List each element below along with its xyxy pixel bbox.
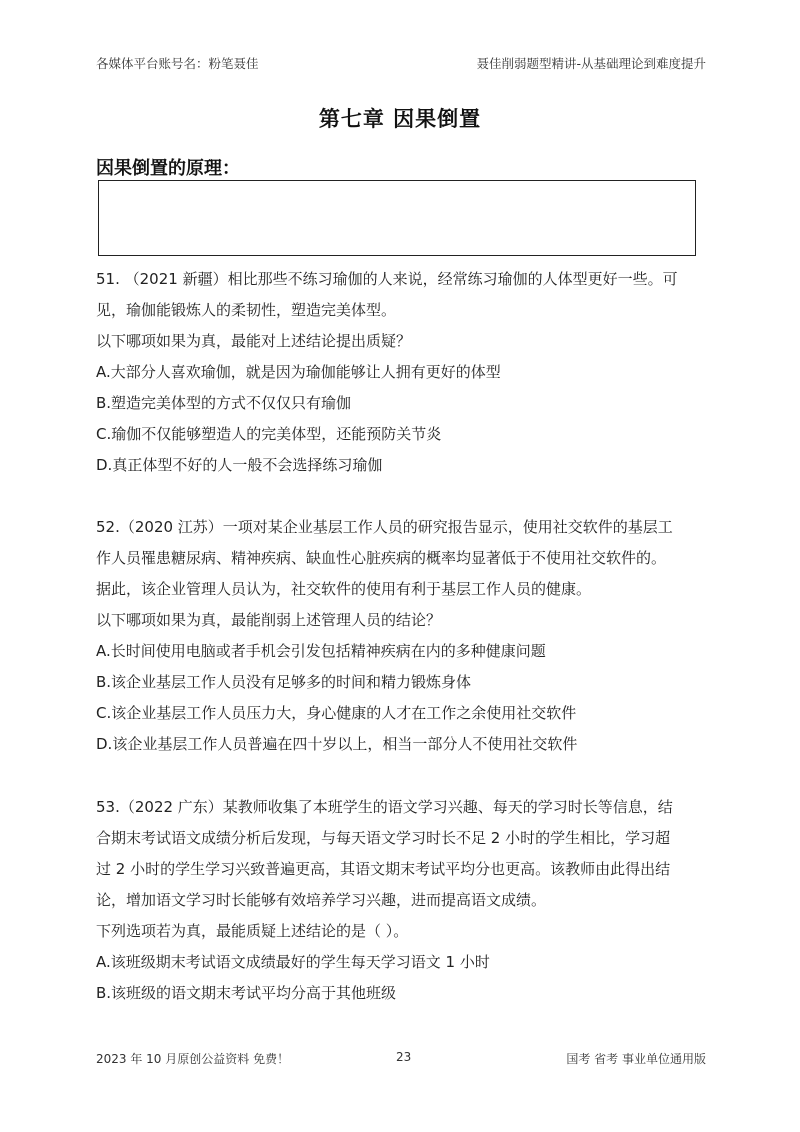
option-c: C.该企业基层工作人员压力大，身心健康的人才在工作之余使用社交软件 [96,704,577,722]
option-a: A.大部分人喜欢瑜伽，就是因为瑜伽能够让人拥有更好的体型 [96,363,501,381]
option-d: D.该企业基层工作人员普遍在四十岁以上，相当一部分人不使用社交软件 [96,735,578,753]
question-stem-line: 过 2 小时的学生学习兴致普遍更高，其语文期末考试平均分也更高。该教师由此得出结 [96,860,671,878]
question-53 [96,792,706,1009]
footer-note: 2023 年 10 月原创公益资料 免费！ [96,1052,290,1066]
question-prompt: 以下哪项如果为真，最能对上述结论提出质疑？ [96,332,412,350]
question-52 [96,512,706,760]
option-b: B.塑造完美体型的方式不仅仅只有瑜伽 [96,394,352,412]
question-stem-line: 51. （2021 新疆）相比那些不练习瑜伽的人来说，经常练习瑜伽的人体型更好一些。可 [96,270,678,288]
question-prompt: 下列选项若为真，最能质疑上述结论的是（ ）。 [96,922,409,940]
header-course-title: 聂佳削弱题型精讲-从基础理论到难度提升 [476,56,706,71]
question-stem-line: 作人员罹患糖尿病、精神疾病、缺血性心脏疾病的概率均显著低于不使用社交软件的。 [96,549,667,567]
option-b: B.该企业基层工作人员没有足够多的时间和精力锻炼身体 [96,673,472,691]
page-number: 23 [396,1050,412,1064]
question-stem-line: 据此，该企业管理人员认为，社交软件的使用有利于基层工作人员的健康。 [96,580,592,598]
footer-edition: 国考 省考 事业单位通用版 [566,1052,706,1066]
option-b: B.该班级的语文期末考试平均分高于其他班级 [96,984,397,1002]
page-footer [96,1050,706,1070]
question-stem-line: 见，瑜伽能锻炼人的柔韧性，塑造完美体型。 [96,301,397,319]
header-account-name: 各媒体平台账号名：粉笔聂佳 [96,56,259,71]
question-stem-line: 论，增加语文学习时长能够有效培养学习兴趣，进而提高语文成绩。 [96,891,547,909]
answer-box [98,180,696,256]
option-d: D.真正体型不好的人一般不会选择练习瑜伽 [96,456,383,474]
question-prompt: 以下哪项如果为真，最能削弱上述管理人员的结论？ [96,611,442,629]
section-subtitle: 因果倒置的原理： [96,158,240,179]
page-header [96,54,706,74]
question-stem-line: 52.（2020 江苏）一项对某企业基层工作人员的研究报告显示，使用社交软件的基层工 [96,518,673,536]
option-a: A.长时间使用电脑或者手机会引发包括精神疾病在内的多种健康问题 [96,642,546,660]
chapter-title: 第七章 因果倒置 [318,107,482,131]
question-stem-line: 53.（2022 广东）某教师收集了本班学生的语文学习兴趣、每天的学习时长等信息，结 [96,798,673,816]
option-a: A.该班级期末考试语文成绩最好的学生每天学习语文 1 小时 [96,953,490,971]
question-51 [96,264,706,481]
option-c: C.瑜伽不仅能够塑造人的完美体型，还能预防关节炎 [96,425,442,443]
question-stem-line: 合期末考试语文成绩分析后发现，与每天语文学习时长不足 2 小时的学生相比，学习超 [96,829,671,847]
